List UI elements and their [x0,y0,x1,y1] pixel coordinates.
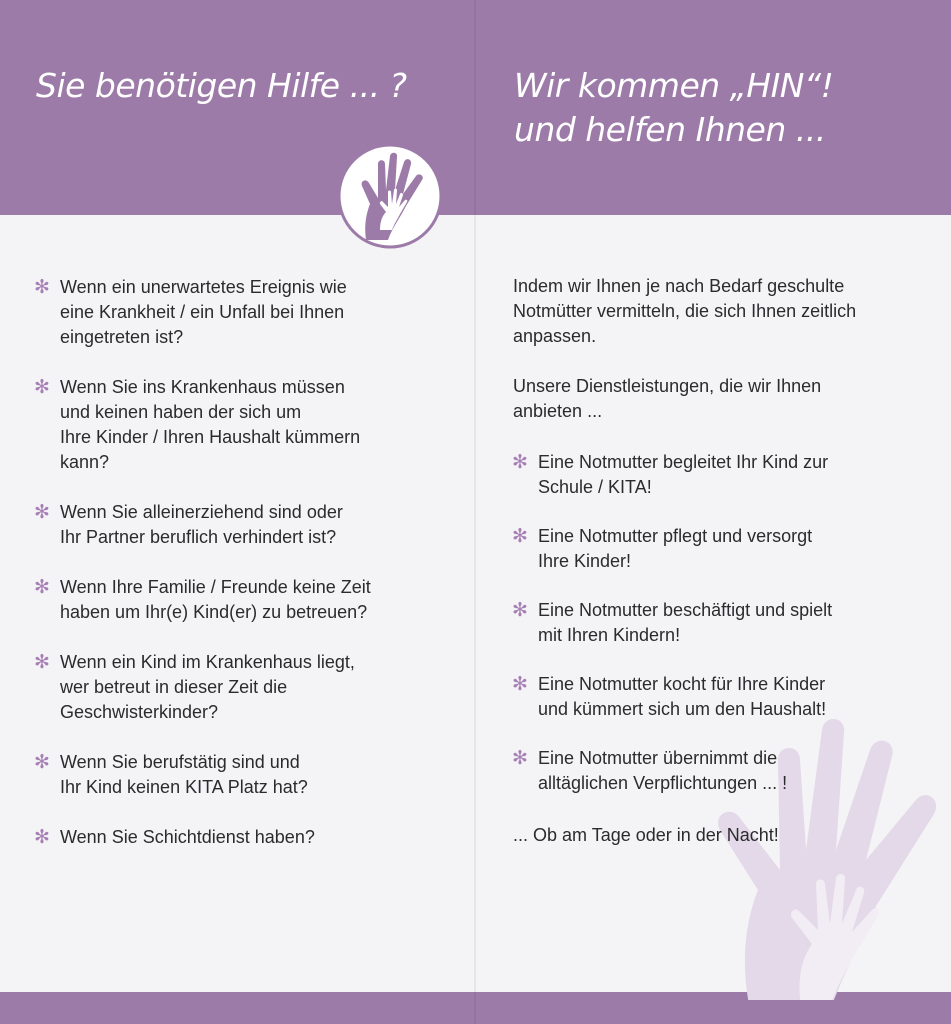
list-item: ✻ Eine Notmutter beschäftigt und spielt mit Ihren Kindern! [512,599,833,645]
bullet-icon: ✻ [34,751,50,773]
list-item: ✻ Eine Notmutter pflegt und versorgt Ihre Kinder! [512,525,813,571]
list-item: ✻ Eine Notmutter begleitet Ihr Kind zur Schule / KITA! [512,451,829,497]
bullet-icon: ✻ [34,276,50,298]
bullet-icon: ✻ [512,451,528,473]
bullet-icon: ✻ [34,651,50,673]
bullet-icon: ✻ [512,747,528,769]
list-item: ✻ Wenn Sie Schichtdienst haben? [34,826,315,848]
left-heading: Sie benötigen Hilfe ... ? [36,66,407,105]
bullet-icon: ✻ [512,673,528,695]
hands-logo-icon [336,142,444,250]
bullet-icon: ✻ [34,576,50,598]
right-heading-line-1: Wir kommen „HIN“! [514,66,834,105]
list-item: ✻ Wenn Sie berufstätig sind und Ihr Kind keinen KITA Platz hat? [34,751,308,797]
bullet-icon: ✻ [512,599,528,621]
right-heading [514,64,833,152]
closing-line: ... Ob am Tage oder in der Nacht! [513,825,779,845]
bullet-icon: ✻ [34,501,50,523]
list-item: ✻ Eine Notmutter übernimmt die alltäglichen Verpflichtungen ... ! [512,747,788,793]
services-paragraph: Unsere Dienstleistungen, die wir Ihnen anbieten ... [513,376,822,421]
bullet-icon: ✻ [34,376,50,398]
list-item: ✻ Wenn Sie alleinerziehend sind oder Ihr Partner beruflich verhindert ist? [34,501,343,547]
list-item: ✻ Wenn ein Kind im Krankenhaus liegt, wer betreut in dieser Zeit die Geschwisterkinder? [34,651,355,722]
right-heading-line-2: und helfen Ihnen ... [514,110,826,149]
bullet-icon: ✻ [512,525,528,547]
bullet-icon: ✻ [34,826,50,848]
intro-paragraph: Indem wir Ihnen je nach Bedarf geschulte Notmütter vermitteln, die sich Ihnen zeitlich anpassen. [513,276,857,346]
list-item: ✻ Wenn ein unerwartetes Ereignis wie eine Krankheit / ein Unfall bei Ihnen eingetreten ist? [34,276,347,347]
right-services-list [512,450,932,820]
fold-line [474,0,476,1024]
list-item: ✻ Wenn Ihre Familie / Freunde keine Zeit haben um Ihr(e) Kind(er) zu betreuen? [34,576,371,622]
left-question-list [34,275,454,875]
list-item: ✻ Eine Notmutter kocht für Ihre Kinder und kümmert sich um den Haushalt! [512,673,827,719]
list-item: ✻ Wenn Sie ins Krankenhaus müssen und keinen haben der sich um Ihre Kinder / Ihren Haushalt kümmern kann? [34,376,361,472]
